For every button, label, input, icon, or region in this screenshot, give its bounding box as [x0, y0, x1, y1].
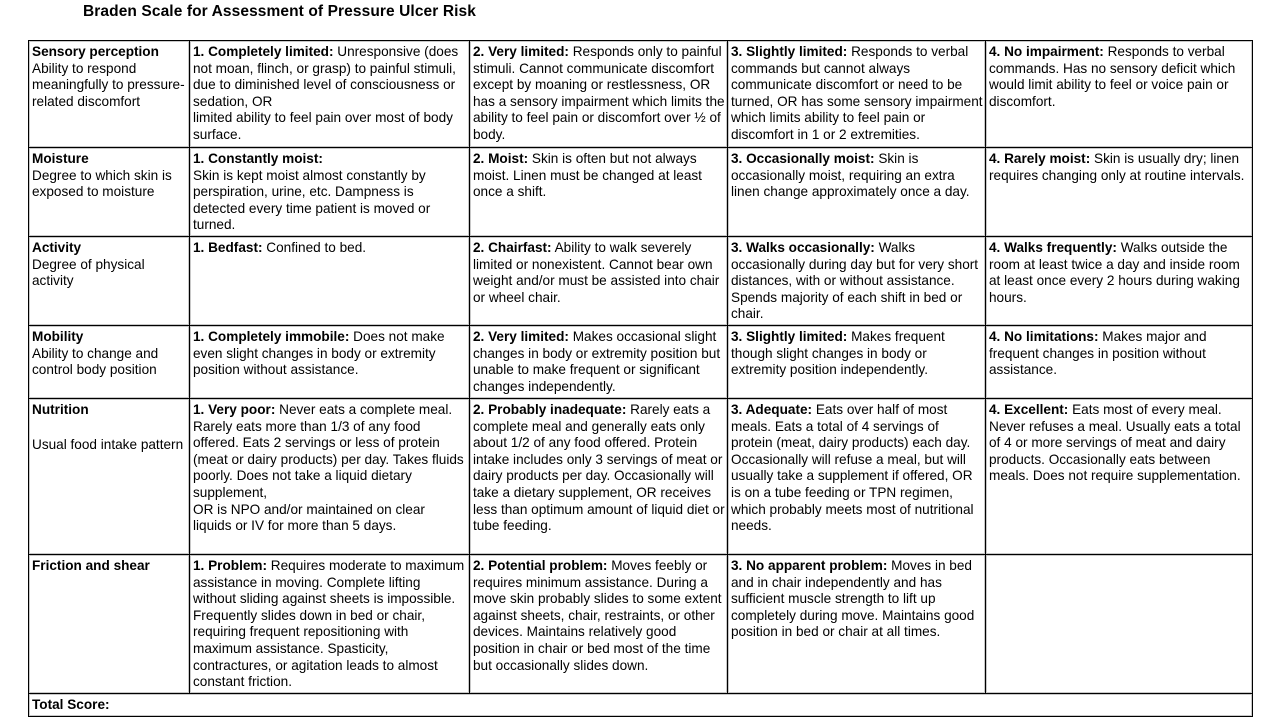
table-row [29, 399, 1253, 555]
score-cell [986, 326, 1253, 399]
score-cell [470, 399, 728, 555]
category-cell [29, 555, 190, 694]
level-text: Confined to bed. [262, 240, 367, 255]
category-description: Ability to change and control body position [32, 345, 159, 378]
score-cell [728, 237, 986, 326]
score-cell [190, 399, 470, 555]
level-text: Eats over half of most meals. Eats a total of 4 servings of protein (meat, dairy products) each day. Occasionally will refuse a meal, but will usually take a supplement if offered, OR is on a tube feeding or TPN regimen, which probably meets most of nutritional needs. [731, 402, 974, 534]
category-name: Moisture [32, 151, 89, 166]
score-cell [728, 399, 986, 555]
score-cell [986, 41, 1253, 148]
level-text: Makes major and frequent changes in position without assistance. [989, 329, 1207, 378]
score-cell [470, 148, 728, 237]
score-cell [728, 326, 986, 399]
level-heading: 2. Potential problem: [473, 558, 608, 573]
level-text: Rarely eats a complete meal and generally eats only about 1/2 of any food offered. Protein intake includes only 3 servings of meat or dairy products per day. Occasionally will take a dietary supplement, OR receives less than optimum amount of liquid diet or tube feeding. [473, 402, 725, 534]
level-heading: 4. No impairment: [989, 44, 1104, 59]
level-text: Eats most of every meal. Never refuses a meal. Usually eats a total of 4 or more servings of meat and dairy products. Occasionally eats between meals. Does not require supplementation. [989, 402, 1241, 484]
level-heading: 2. Chairfast: [473, 240, 552, 255]
level-heading: 2. Very limited: [473, 44, 569, 59]
score-cell [190, 237, 470, 326]
level-text: Moves in bed and in chair independently and has sufficient muscle strength to lift up completely during move. Maintains good position in bed or chair at all times. [731, 558, 975, 640]
category-cell [29, 41, 190, 148]
level-heading: 1. Very poor: [193, 402, 276, 417]
category-description: Degree of physical activity [32, 256, 145, 289]
score-cell [986, 399, 1253, 555]
total-score-label: Total Score: [29, 694, 1253, 717]
score-cell [190, 41, 470, 148]
category-name: Activity [32, 240, 82, 255]
level-text: Walks occasionally during day but for very short distances, with or without assistance. Spends majority of each shift in bed or chair. [731, 240, 979, 322]
table-row [29, 237, 1253, 326]
level-text: Makes occasional slight changes in body or extremity position but unable to make frequent or significant changes independently. [473, 329, 721, 394]
empty-score-cell [986, 555, 1253, 694]
level-heading: 3. Adequate: [731, 402, 813, 417]
level-heading: 3. Walks occasionally: [731, 240, 875, 255]
category-cell [29, 237, 190, 326]
level-text: Skin is occasionally moist, requiring an extra linen change approximately once a day. [731, 151, 970, 200]
category-name: Mobility [32, 329, 84, 344]
level-heading: 3. Slightly limited: [731, 329, 848, 344]
table-row [29, 41, 1253, 148]
level-heading: 1. Bedfast: [193, 240, 263, 255]
score-cell [986, 237, 1253, 326]
level-heading: 1. Constantly moist: [193, 151, 323, 166]
category-cell [29, 148, 190, 237]
category-description: Degree to which skin is exposed to moisture [32, 167, 172, 200]
category-cell [29, 399, 190, 555]
level-heading: 3. Occasionally moist: [731, 151, 875, 166]
category-description: Usual food intake pattern [32, 436, 184, 452]
score-cell [470, 237, 728, 326]
level-heading: 2. Very limited: [473, 329, 569, 344]
table-row [29, 555, 1253, 694]
level-text: Skin is kept moist almost constantly by perspiration, urine, etc. Dampness is detected every time patient is moved or turned. [193, 167, 431, 233]
table-row [29, 326, 1253, 399]
category-name: Friction and shear [32, 558, 150, 573]
braden-scale-table [28, 40, 1253, 717]
level-text: Never eats a complete meal. Rarely eats more than 1/3 of any food offered. Eats 2 servings or less of protein (meat or dairy products) per day. Takes fluids poorly. Does not take a liquid dietary supplement, OR is NPO and/or maintained on clear liquids or IV for more than 5 days. [193, 402, 464, 534]
level-text: Responds to verbal commands. Has no sensory deficit which would limit ability to feel or voice pain or discomfort. [989, 44, 1236, 109]
category-cell [29, 326, 190, 399]
score-cell [728, 41, 986, 148]
level-text: Responds only to painful stimuli. Cannot communicate discomfort except by moaning or restlessness, OR has a sensory impairment which limits the ability to feel pain or discomfort over ½ of body. [473, 44, 725, 142]
level-heading: 2. Probably inadequate: [473, 402, 627, 417]
document-title: Braden Scale for Assessment of Pressure Ulcer Risk [83, 3, 476, 20]
level-heading: 4. Rarely moist: [989, 151, 1091, 166]
level-heading: 3. Slightly limited: [731, 44, 848, 59]
level-text: Makes frequent though slight changes in body or extremity position independently. [731, 329, 945, 378]
level-heading: 4. Walks frequently: [989, 240, 1117, 255]
score-cell [190, 326, 470, 399]
level-text: Skin is often but not always moist. Linen must be changed at least once a shift. [473, 151, 702, 200]
score-cell [728, 555, 986, 694]
level-heading: 4. No limitations: [989, 329, 1099, 344]
score-cell [728, 148, 986, 237]
category-description: Ability to respond meaningfully to pressure-related discomfort [32, 60, 185, 109]
score-cell [190, 148, 470, 237]
category-name: Nutrition [32, 402, 89, 417]
level-text: Skin is usually dry; linen requires changing only at routine intervals. [989, 151, 1245, 183]
score-cell [470, 555, 728, 694]
level-heading: 1. Problem: [193, 558, 268, 573]
level-text: Walks outside the room at least twice a day and inside room at least once every 2 hours during waking hours. [989, 240, 1240, 305]
score-cell [986, 148, 1253, 237]
level-text: Responds to verbal commands but cannot always communicate discomfort or need to be turned, OR has some sensory impairment which limits ability to feel pain or discomfort in 1 or 2 extremities. [731, 44, 983, 142]
level-heading: 2. Moist: [473, 151, 529, 166]
level-heading: 4. Excellent: [989, 402, 1069, 417]
table-row [29, 148, 1253, 237]
score-cell [190, 555, 470, 694]
category-name: Sensory perception [32, 44, 159, 59]
level-heading: 3. No apparent problem: [731, 558, 888, 573]
score-cell [470, 326, 728, 399]
level-text: Requires moderate to maximum assistance in moving. Complete lifting without sliding against sheets is impossible. Frequently slides down in bed or chair, requiring frequent repositioning with maximum assistance. Spasticity, contractures, or agitation leads to almost constant friction. [193, 558, 465, 690]
level-text: Moves feebly or requires minimum assistance. During a move skin probably slides to some extent against sheets, chair, restraints, or other devices. Maintains relatively good position in chair or bed most of the time but occasionally slides down. [473, 558, 722, 673]
level-heading: 1. Completely limited: [193, 44, 334, 59]
total-score-row [29, 694, 1253, 717]
level-heading: 1. Completely immobile: [193, 329, 350, 344]
score-cell [470, 41, 728, 148]
level-text: Unresponsive (does not moan, flinch, or grasp) to painful stimuli, due to diminished level of consciousness or sedation, OR limited ability to feel pain over most of body surface. [193, 44, 459, 142]
level-text: Does not make even slight changes in body or extremity position without assistance. [193, 329, 445, 378]
level-text: Ability to walk severely limited or nonexistent. Cannot bear own weight and/or must be assisted into chair or wheel chair. [473, 240, 720, 305]
